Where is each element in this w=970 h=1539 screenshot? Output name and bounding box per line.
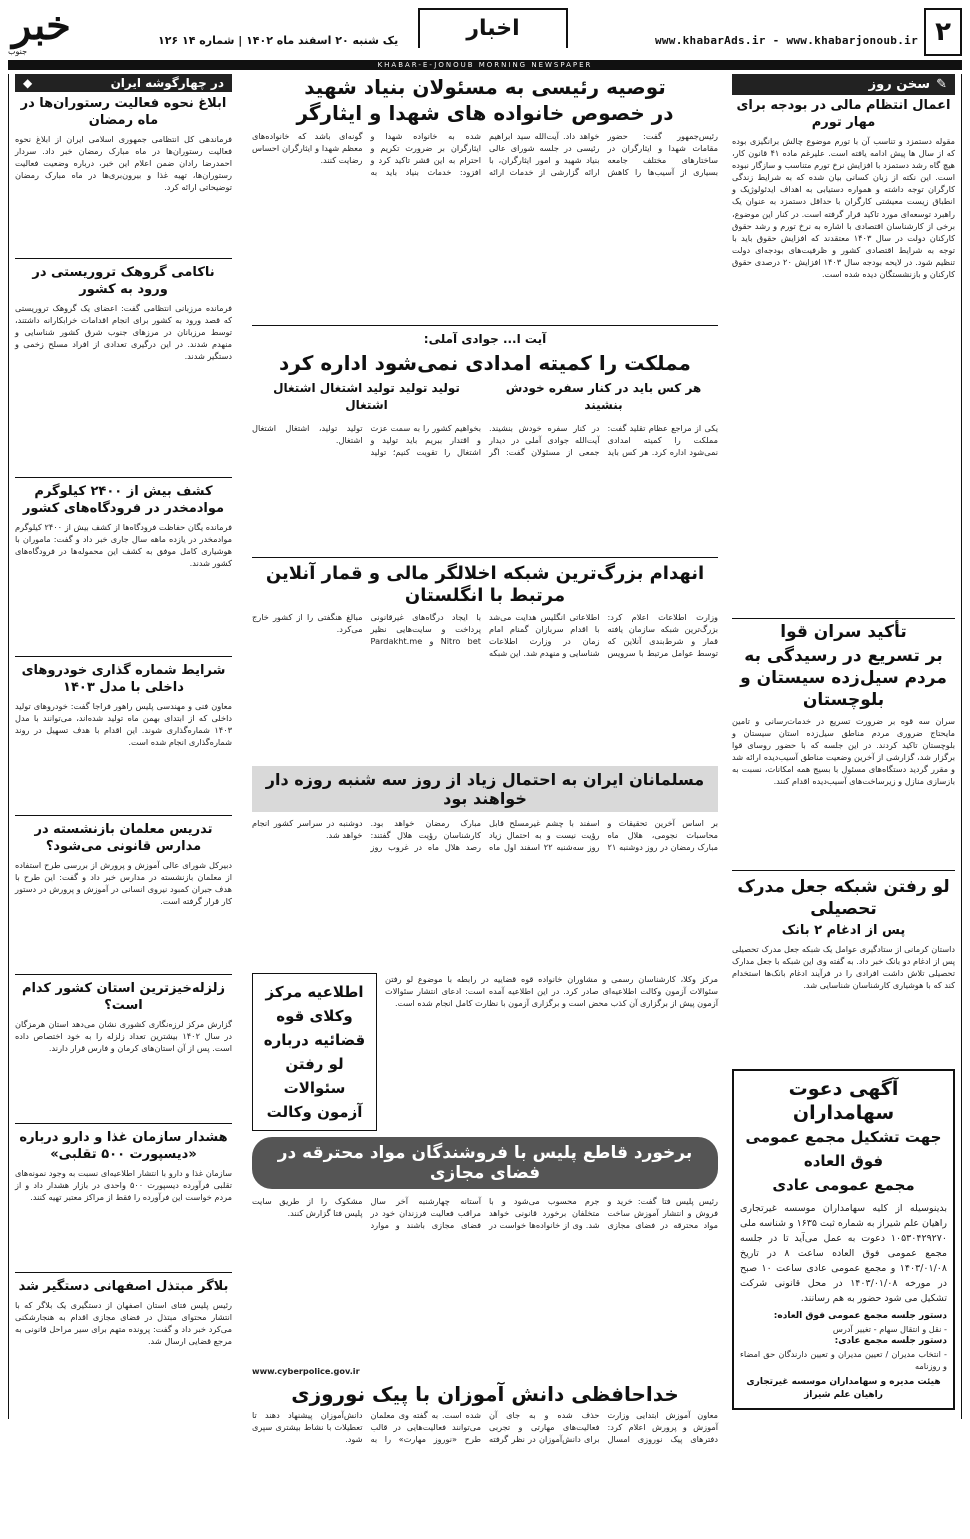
site-url[interactable]: www.khabarAds.ir - www.khabarjonoub.ir: [654, 34, 918, 47]
bank-body: داستان کرمانی از ستادگیری عوامل یک شبکه جعل مدرک تحصیلی پس از ادغام دو بانک خبر داد. به گفته وی این شبکه با جعل مدارک تحصیلی تلاش داشت افرادی را در فرآیند ادغام بانک‌ها استخدام کند که با هوشیاری کارشناسان شناسایی شد.: [732, 944, 955, 991]
editorial-body: مقوله دستمزد و تناسب آن با تورم موضوع چالش برانگیزی بوده که از سال ها پیش ادامه یافته است. علیرغم ماده ۴۱ قانون کار، هیچ گاه رشد دستمزد با افزایش نرخ تورم متناسب و سازگار نبوده است. این نکته از زبان کسانی بیان شده که به شرایط زندگی کارگران توجه داشته و همواره دستیابی به اهداف ایدئولوژیک و انطباق زیست معیشتی کارگران با حداقل دستمزد به عنوان یک راهبرد توسعه‌ای مورد تاکید قرار گرفته است. در کنار این موضوع، برخی از کارشناسان اقتصادی با اشاره به نرخ تورم و رشد حقوق کارکنان دولت در سال ۱۴۰۳ معتقدند که افزایش حقوق باید با توجه به شرایط اقتصادی کشور و ظرفیت‌های بودجه‌ای دولت تنظیم شود. در لایحه بودجه سال ۱۴۰۳ افزایش ۲۰ درصدی حقوق کارکنان و بازنشستگان دیده شده است.: [732, 136, 956, 280]
jawadi-headline: مملکت را کمیته امدادی نمی‌شود اداره کرد: [279, 351, 691, 375]
left-column-header: [15, 74, 232, 92]
ad-body: بدینوسیله از کلیه سهامداران موسسه غیرتجاری راهیان علم شیراز به شماره ثبت ۱۶۳۵ و شناسه ملی ۱۰۵۳۰۴۲۹۲۷۰ دعوت به عمل می‌آید تا در جلسه مجمع عمومی فوق العاده ساعت ۸ در تاریخ ۱۴۰۳/۰۱/۰۸ و مجمع عمومی عادی ساعت ۱۰ صبح در مورخه ۱۴۰۳/۰۱/۰۸ در محل قانونی شرکت تشکیل می شود حضور به هم رسانند.: [739, 1203, 947, 1304]
left-s5-title: تدریس معلمان بازنشسته در مدارس قانونی می‌شود؟: [34, 822, 213, 854]
left-s1-title: ابلاغ نحوه فعالیت رستوران‌ها در ماه رمضان: [20, 96, 227, 128]
assembly-ad: [732, 1069, 955, 1410]
divider: [252, 557, 718, 558]
left-s3-body: فرمانده یگان حفاظت فرودگاه‌ها از کشف بیش از ۲۴۰۰ کیلوگرم موادمخدر در یازده ماهه سال جاری خبر داد و گفت: ماموران با هوشیاری کامل موفق به کشف این محموله‌ها در فرودگاه‌های کشور شدند.: [15, 522, 232, 569]
section-title: اخبار: [418, 8, 568, 48]
ad-agenda-normal: - انتخاب مدیران / تعیین مدیران و تعیین دارندگان حق امضاء و روزنامه: [740, 1349, 947, 1372]
police-url[interactable]: www.cyberpolice.gov.ir: [252, 1366, 360, 1376]
main-headline-line2: در خصوص خانواده های شهدا و ایثارگر: [296, 101, 674, 125]
editorial-header-label: سخن روز: [868, 77, 931, 92]
ad-agenda-extra: - نقل و انتقال سهام - تغییر آدرس: [832, 1324, 947, 1334]
ad-signature: هیئت مدیره و سهامداران موسسه غیرتجاری راهیان علم شیراز: [746, 1377, 941, 1401]
divider: [252, 325, 718, 326]
police-body: رئیس پلیس فتا گفت: خرید و فروش و انتشار آموزش ساخت مواد محترقه در فضای مجازی جرم محسوب می‌شود و با متخلفان برخورد قانونی خواهد شد. وی از خانواده‌ها خواست در آستانه چهارشنبه آخر سال مراقب فعالیت فرزندان خود در فضای مجازی باشند و موارد مشکوک را از طریق سایت پلیس فتا گزارش کنند.: [252, 1196, 718, 1231]
left-s1-body: فرماندهی کل انتظامی جمهوری اسلامی ایران از ابلاغ نحوه فعالیت رستوران‌ها در ماه مبارک رمضان خبر داد. سردار احمدرضا رادان ضمن اعلام این خبر، درباره وضعیت فعالیت رستوران‌ها، تهیه غذا و بیرون‌بری‌ها در ماه مبارک رمضان توضیحاتی ارائه کرد.: [15, 134, 232, 193]
sistan-kicker: تأکید سران قوا: [780, 622, 907, 642]
sistan-body: سران سه قوه بر ضرورت تسریع در خدمات‌رسانی و تامین مایحتاج ضروری مردم مناطق سیل‌زده استان سیستان و بلوچستان تاکید کردند. در این جلسه که با حضور روسای قوا برگزار شد، گزارشی از آخرین وضعیت مناطق آسیب‌دیده ارائه شد و مقرر گردید دستگاه‌های مسئول با بسیج همه امکانات، نسبت به بازسازی منازل و زیرساخت‌های آسیب‌دیده اقدام کنند.: [732, 716, 955, 787]
left-s6-body: گزارش مرکز لرزه‌نگاری کشوری نشان می‌دهد استان هرمزگان در سال ۱۴۰۲ بیشترین تعداد زلزله را به خود اختصاص داده است. پس از آن استان‌های کرمان و فارس قرار دارند.: [15, 1019, 233, 1054]
right-column: [726, 74, 962, 1419]
editorial-header: [732, 74, 955, 95]
judiciary-section: [252, 973, 718, 1131]
issue-date: یک شنبه ۲۰ اسفند ماه ۱۴۰۲ | شماره ۱۴ ۱۲۶: [158, 34, 399, 47]
left-s7-title: هشدار سازمان غذا و دارو درباره «دیسپورت ۵۰۰ تقلبی»: [19, 1130, 228, 1162]
divider: [15, 1272, 232, 1273]
england-headline: انهدام بزرگ‌ترین شبکه اخلالگر مالی و قمار آنلاین مرتبط با انگلستان: [265, 563, 705, 606]
left-s4-title: شرایط شماره گذاری خودروهای داخلی با مدل ۱۴۰۳: [21, 663, 226, 695]
left-s3-title: کشف بیش از ۲۴۰۰ کیلوگرم موادمخدر در فرودگاه‌های کشور: [22, 484, 225, 516]
left-column-header-label: در چهارگوشه ایران: [110, 76, 224, 90]
newspaper-logo: [8, 2, 128, 58]
ad-agenda-normal-title: دستور جلسه مجمع عادی:: [834, 1336, 947, 1347]
left-s6-title: زلزله‌خیزترین استان کشور کدام است؟: [21, 981, 226, 1013]
divider: [15, 656, 232, 657]
jawadi-sub-left: تولید تولید تولید اشتغال اشتغال اشتغال: [273, 381, 460, 412]
masthead: [8, 2, 962, 60]
divider: [15, 815, 232, 816]
left-s2-title: ناکامی گروهک تروریستی در ورود به کشور: [32, 265, 215, 297]
police-headline: برخورد قاطع پلیس با فروشندگان مواد محترقه در فضای مجازی: [252, 1137, 718, 1189]
jawadi-subheads: [252, 378, 718, 418]
main-headline-line1: توصیه رئیسی به مسئولان بنیاد شهید: [304, 75, 666, 99]
ramadan-headline: مسلمانان ایران به احتمال زیاد از روز سه شنبه روزه دار خواهند بود: [252, 766, 718, 812]
divider: [732, 618, 955, 619]
ad-title-2: جهت تشکیل مجمع عمومی فوق العاده: [745, 1128, 942, 1170]
left-column: [8, 74, 238, 1419]
editorial-title: اعمال انتظام مالی در بودجه برای مهار تورم: [736, 98, 951, 130]
nowruz-headline: خداحافظی دانش آموزان با پیک نوروزی: [291, 1382, 679, 1407]
divider: [732, 870, 955, 871]
main-headline-body: رئیس‌جمهور گفت: حضور مقامات شهدا و ایثارگران در ساختارهای مختلف جامعه بسیاری از آسیب‌ها را کاهش خواهد داد. آیت‌الله سید ابراهیم رئیسی در جلسه شورای عالی بنیاد شهید و امور ایثارگران، با ارائه گزارشی از خدمات ارائه شده به خانواده شهدا و ایثارگران بر ضرورت تکریم و احترام به این قشر تاکید کرد و افزود: خدمات بنیاد باید به گونه‌ای باشد که خانواده‌های معظم شهدا و ایثارگران احساس رضایت کنند.: [252, 131, 718, 178]
masthead-strip: KHABAR-E-JONOUB MORNING NEWSPAPER: [8, 60, 962, 70]
logo-subtext: جنوب: [8, 47, 28, 56]
judiciary-callout: اطلاعیه مرکز وکلای قوه قضائیه درباره لو رفتن سئوالات آزمون وکالت: [252, 973, 377, 1131]
left-s8-title: بلاگر مبتذل اصفهانی دستگیر شد: [18, 1279, 229, 1294]
left-s8-body: رئیس پلیس فتای استان اصفهان از دستگیری یک بلاگر که با انتشار محتوای مبتذل در فضای مجازی اقدام به هنجارشکنی می‌کرد خبر داد و گفت: پرونده متهم برای سیر مراحل قانونی به مرجع قضایی ارسال شد.: [15, 1300, 232, 1347]
ad-title-1: آگهی دعوت سهامداران: [788, 1078, 899, 1124]
center-column: [248, 74, 722, 1445]
map-icon: ◆: [23, 76, 33, 90]
logo-text: خبر: [12, 2, 71, 49]
ramadan-body: بر اساس آخرین تحقیقات و محاسبات نجومی، هلال ماه مبارک رمضان در روز دوشنبه ۲۱ اسفند با چشم غیرمسلح قابل رؤیت نیست و به احتمال زیاد روز سه‌شنبه ۲۲ اسفند اول ماه مبارک رمضان خواهد بود. کارشناسان رؤیت هلال گفتند: رصد هلال ماه در غروب روز دوشنبه در سراسر کشور انجام خواهد شد.: [252, 818, 718, 853]
bank-headline: لو رفتن شبکه جعل مدرک تحصیلی: [737, 877, 950, 919]
divider: [15, 477, 232, 478]
pen-icon: ✎: [936, 77, 947, 92]
sistan-headline: بر تسریع در رسیدگی به مردم سیل‌زده سیستان و بلوچستان: [740, 646, 947, 710]
page-number: ۲: [924, 8, 962, 56]
divider: [15, 1123, 232, 1124]
left-s4-body: معاون فنی و مهندسی پلیس راهور فراجا گفت: خودروهای تولید داخلی که از ابتدای بهمن ماه تولید شده‌اند، می‌توانند با مدل ۱۴۰۳ شماره‌گذاری شوند. این اقدام با هدف تسهیل در روند شماره‌گذاری انجام شده است.: [15, 701, 232, 748]
jawadi-sub-right: هر کس باید در کنار سفره خودش بنشیند: [505, 381, 702, 412]
nowruz-body: معاون آموزش ابتدایی وزارت آموزش و پرورش اعلام کرد: دفترهای پیک نوروزی امسال حذف شده و به جای آن فعالیت‌های مهارتی و تجربی برای دانش‌آموزان در نظر گرفته شده است. به گفته وی معلمان می‌توانند فعالیت‌هایی در قالب طرح «نوروز مهارت» را به دانش‌آموزان پیشنهاد دهند تا تعطیلات با نشاط بیشتری سپری شود.: [252, 1410, 718, 1445]
jawadi-kicker: آیت ا... جوادی آملی:: [423, 332, 547, 346]
divider: [15, 974, 232, 975]
ad-agenda-extra-title: دستور جلسه مجمع عمومی فوق العاده:: [773, 1311, 947, 1321]
left-s5-body: دبیرکل شورای عالی آموزش و پرورش از بررسی طرح استفاده از معلمان بازنشسته در مدارس خبر داد و گفت: این طرح با هدف جبران کمبود نیروی انسانی در آموزش و پرورش در دستور کار قرار گرفته است.: [15, 860, 232, 907]
left-s2-body: فرمانده مرزبانی انتظامی گفت: اعضای یک گروهک تروریستی که قصد ورود به کشور برای انجام اقدامات خرابکارانه داشتند، توسط مرزبانان در مرزهای جنوب شرق کشور شناسایی و منهدم شدند. در این درگیری تعدادی از افراد مسلح زخمی و دستگیر شدند.: [15, 303, 232, 362]
bank-sub: پس از ادغام ۲ بانک: [781, 923, 906, 938]
divider: [15, 258, 232, 259]
england-body: وزارت اطلاعات اعلام کرد: بزرگ‌ترین شبکه سازمان یافته قمار و شرط‌بندی آنلاین که توسط عوامل مرتبط با سرویس اطلاعاتی انگلیس هدایت می‌شد با اقدام سربازان گمنام امام زمان در وزارت اطلاعات شناسایی و منهدم شد. این شبکه با ایجاد درگاه‌های غیرقانونی پرداخت و سایت‌هایی نظیر Nitro bet و Pardakht.me مبالغ هنگفتی را از کشور خارج می‌کرد.: [252, 612, 718, 659]
left-s7-body: سازمان غذا و دارو با انتشار اطلاعیه‌ای نسبت به وجود نمونه‌های تقلبی فرآورده دیسپورت ۵۰۰ واحدی در بازار هشدار داد و از مردم خواست این فرآورده را فقط از مراکز معتبر تهیه کنند.: [15, 1168, 233, 1203]
judiciary-body: مرکز وکلا، کارشناسان رسمی و مشاوران خانواده قوه قضاییه در رابطه با موضوع لو رفتن سئوالات آزمون وکالت اطلاعیه‌ای صادر کرد. در این اطلاعیه آمده است: ادعای انتشار سئوالات آزمون پیش از برگزاری آن کذب محض است و برگزاری آزمون با نظارت کامل انجام شده است.: [385, 974, 718, 1009]
jawadi-body: یکی از مراجع عظام تقلید گفت: مملکت را کمیته امدادی نمی‌شود اداره کرد. هر کس باید در کنار سفره خودش بنشیند. آیت‌الله جوادی آملی در دیدار جمعی از مسئولان گفت: اگر بخواهیم کشور را به سمت عزت و اقتدار ببریم باید تولید و اشتغال را تقویت کنیم؛ تولید تولید تولید، اشتغال اشتغال اشتغال.: [252, 423, 718, 458]
ad-title-3: مجمع عمومی عادی: [772, 1176, 915, 1194]
